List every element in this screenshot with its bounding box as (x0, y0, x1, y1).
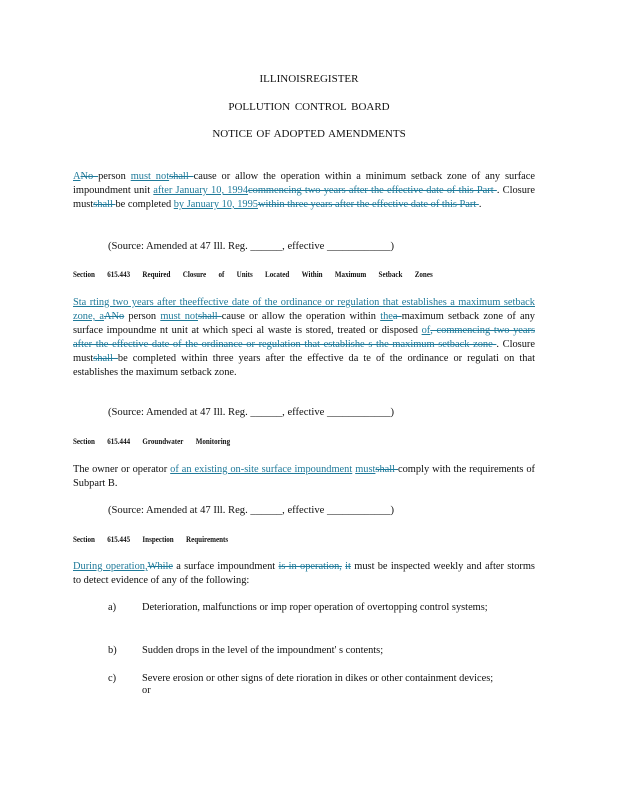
insertion: must (355, 464, 376, 475)
heading-word: Inspection (142, 535, 174, 544)
header-board: POLLUTION CONTROL BOARD (228, 101, 390, 113)
insertion: During operation, (73, 561, 148, 572)
deletion: A (104, 311, 112, 322)
list-item-text: Deterioration, malfunctions or imp roper operation of overtopping control systems; (142, 602, 488, 613)
insertion: must not (130, 171, 170, 182)
heading-word: Within (301, 270, 323, 279)
section-number: 615.445 (107, 535, 131, 544)
heading-word: Monitoring (195, 437, 231, 446)
heading-word: Groundwater (142, 437, 184, 446)
paragraph-615-443 (73, 296, 535, 380)
paragraph-615-445 (73, 560, 535, 588)
text: must be inspected weekly and after storms to detect evidence of any of the following: (73, 561, 535, 586)
insertion: of (421, 325, 431, 336)
heading-word: Requirements (186, 535, 229, 544)
deletion: No (111, 311, 125, 322)
insertion: must not (160, 311, 198, 322)
heading-word: Zones (414, 270, 433, 279)
header-notice: NOTICE OF ADOPTED AMENDMENTS (212, 128, 406, 140)
list-item-label: a) (108, 602, 117, 613)
heading-word: of (218, 270, 225, 279)
text: person (124, 311, 161, 322)
deletion: shall (197, 311, 222, 322)
deletion: shall (375, 464, 398, 475)
deletion: is in operation, (278, 561, 342, 572)
text: The owner or operator (73, 464, 171, 475)
heading-word: Maximum (334, 270, 367, 279)
text: be completed within three years after the effective da te of the ordinance or regulati on that establishes the maximum setback zone. (73, 353, 535, 378)
list-item-label: b) (108, 645, 117, 656)
text: be completed (115, 199, 174, 210)
section-heading-615-443 (73, 270, 451, 279)
insertion: of an existing on-site surface impoundment (170, 464, 353, 475)
insertion: by January 10, 1995 (173, 199, 259, 210)
heading-word: Closure (182, 270, 207, 279)
source-note: (Source: Amended at 47 Ill. Reg. ______, effective ____________) (108, 505, 395, 516)
insertion: after January 10, 1994 (153, 185, 249, 196)
heading-word: Located (265, 270, 290, 279)
deletion: shall (93, 199, 116, 210)
insertion: A (73, 171, 81, 182)
section-heading-615-444 (73, 437, 451, 446)
text: . Closure must (73, 185, 535, 210)
list-item-label: c) (108, 673, 117, 684)
deletion: within three years after the effective date of this Part (258, 199, 479, 210)
text: . Closure must (73, 339, 535, 364)
section-number: 615.443 (107, 270, 131, 279)
heading-word: Units (236, 270, 253, 279)
insertion: or regulation that establishes a maximum setback zone, a (73, 297, 535, 322)
text: cause or allow the operation within a minimum setback zone of any surface impoundment unit (73, 171, 535, 196)
paragraph-615-442 (73, 170, 535, 212)
heading-word: Setback (378, 270, 403, 279)
deletion: While (147, 561, 173, 572)
heading-word: Required (142, 270, 171, 279)
text: cause or allow the operation within (221, 311, 381, 322)
deletion: it (345, 561, 351, 572)
insertion: effective date of the ordinance (192, 297, 322, 308)
text: a surface impoundment (172, 561, 279, 572)
text: . (478, 199, 482, 210)
deletion: a (392, 311, 402, 322)
text: comply with the requirements of Subpart B. (73, 464, 535, 489)
text: maximum setback zone of any surface impoundme nt unit at which speci al waste is stored, treated or disposed (73, 311, 535, 336)
section-word: Section (73, 437, 95, 446)
insertion: the (380, 311, 393, 322)
source-note: (Source: Amended at 47 Ill. Reg. ______, effective ____________) (108, 241, 395, 252)
paragraph-615-444 (73, 463, 535, 491)
insertion: Sta rting two years after the (73, 297, 193, 308)
deletion: commencing two years after the effective date of this Part (248, 185, 497, 196)
source-note: (Source: Amended at 47 Ill. Reg. ______, effective ____________) (108, 407, 395, 418)
list-item-text: Severe erosion or other signs of dete rioration in dikes or other containment devices; or (142, 673, 494, 696)
section-heading-615-445 (73, 535, 451, 544)
deletion: shall (169, 171, 194, 182)
section-word: Section (73, 270, 95, 279)
deletion: shall (93, 353, 118, 364)
list-item-text: Sudden drops in the level of the impoundment' s contents; (142, 645, 384, 656)
header-register: ILLINOISREGISTER (259, 73, 359, 85)
section-word: Section (73, 535, 95, 544)
section-number: 615.444 (107, 437, 131, 446)
deletion: No (80, 171, 99, 182)
text: person (98, 171, 131, 182)
deletion: , commencing two years after the effective date of the ordinance or regulation that establishe s the maximum setback zone (73, 325, 535, 350)
